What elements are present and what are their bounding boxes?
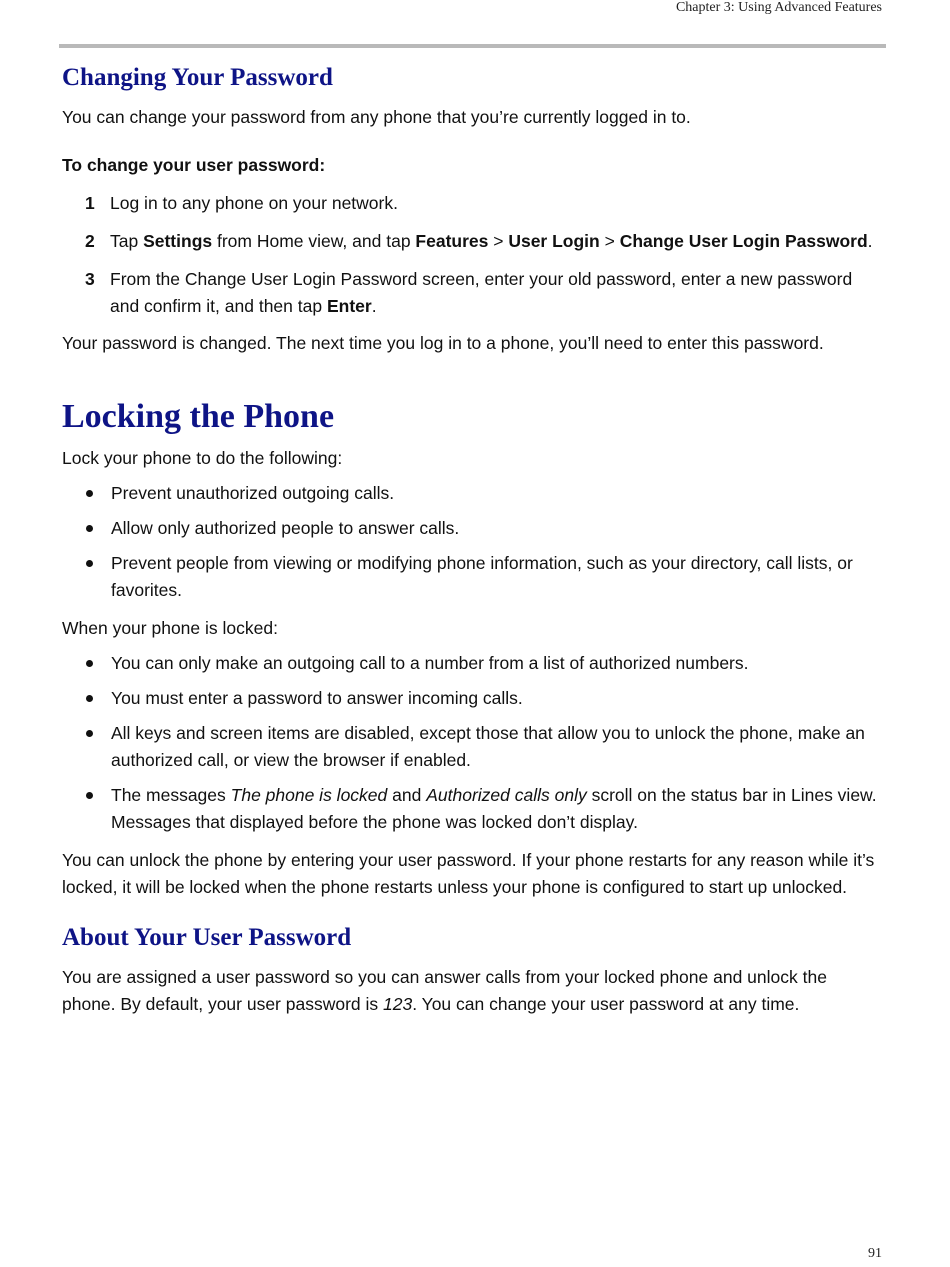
page-content [62, 62, 877, 1018]
running-header: Chapter 3: Using Advanced Features [675, 0, 882, 15]
list-item-text: and [387, 785, 427, 805]
step-text: . [371, 296, 377, 316]
list-item [62, 782, 877, 836]
step-text: Tap [110, 231, 144, 251]
paragraph-text: . You can change your user password at any time. [412, 994, 800, 1014]
step-text: from Home view, and tap [212, 231, 416, 251]
heading-locking-phone: Locking the Phone [62, 398, 335, 435]
message-phone-locked: The phone is locked [230, 785, 388, 805]
user-password-paragraph [62, 964, 877, 1018]
step-item [62, 266, 877, 320]
when-locked-intro: When your phone is locked: [62, 618, 278, 638]
list-item: You can only make an outgoing call to a number from a list of authorized numbers. [62, 650, 877, 677]
list-item: You must enter a password to answer incoming calls. [62, 685, 877, 712]
password-changed-result: Your password is changed. The next time you log in to a phone, you’ll need to enter this password. [62, 333, 824, 353]
list-item: Allow only authorized people to answer calls. [62, 515, 877, 542]
locking-intro: Lock your phone to do the following: [62, 448, 343, 468]
list-item: All keys and screen items are disabled, except those that allow you to unlock the phone, make an authorized call, or view the browser if enabled. [62, 720, 877, 774]
step-number: 3 [85, 269, 95, 289]
step-number: 1 [85, 193, 95, 213]
heading-user-password: About Your User Password [62, 924, 352, 951]
step-item [62, 190, 877, 217]
step-text: > [488, 231, 509, 251]
steps-list [62, 190, 877, 320]
list-item: Prevent people from viewing or modifying phone information, such as your directory, call lists, or favorites. [62, 550, 877, 604]
ui-term-features: Features [415, 231, 489, 251]
ui-term-change-password: Change User Login Password [619, 231, 868, 251]
step-text: . [867, 231, 873, 251]
when-locked-list [62, 650, 877, 836]
unlock-paragraph: You can unlock the phone by entering your user password. If your phone restarts for any reason while it’s locked, it will be locked when the phone restarts unless your phone is configured to start up unlocked. [62, 850, 875, 897]
changing-password-intro: You can change your password from any phone that you’re currently logged in to. [62, 107, 691, 127]
step-text: From the Change User Login Password screen, enter your old password, enter a new password and confirm it, and then tap [110, 269, 853, 316]
step-number: 2 [85, 231, 95, 251]
heading-changing-password: Changing Your Password [62, 64, 333, 91]
step-item [62, 228, 877, 255]
paragraph-text: You are assigned a user password so you can answer calls from your locked phone and unlock the phone. By default, your user password is [62, 967, 827, 1014]
list-item-text: scroll on the status bar in Lines view. Messages that displayed before the phone was locked don’t display. [111, 785, 877, 832]
step-text: Log in to any phone on your network. [110, 193, 398, 213]
procedure-heading: To change your user password: [62, 155, 326, 175]
default-password: 123 [383, 994, 413, 1014]
lock-purposes-list [62, 480, 877, 604]
message-authorized-calls: Authorized calls only [426, 785, 587, 805]
ui-term-user-login: User Login [508, 231, 600, 251]
ui-term-settings: Settings [143, 231, 213, 251]
ui-term-enter: Enter [326, 296, 372, 316]
list-item: Prevent unauthorized outgoing calls. [62, 480, 877, 507]
header-divider [59, 44, 886, 48]
step-text: > [599, 231, 620, 251]
page-number: 91 [868, 1246, 882, 1261]
list-item-text: The messages [111, 785, 231, 805]
